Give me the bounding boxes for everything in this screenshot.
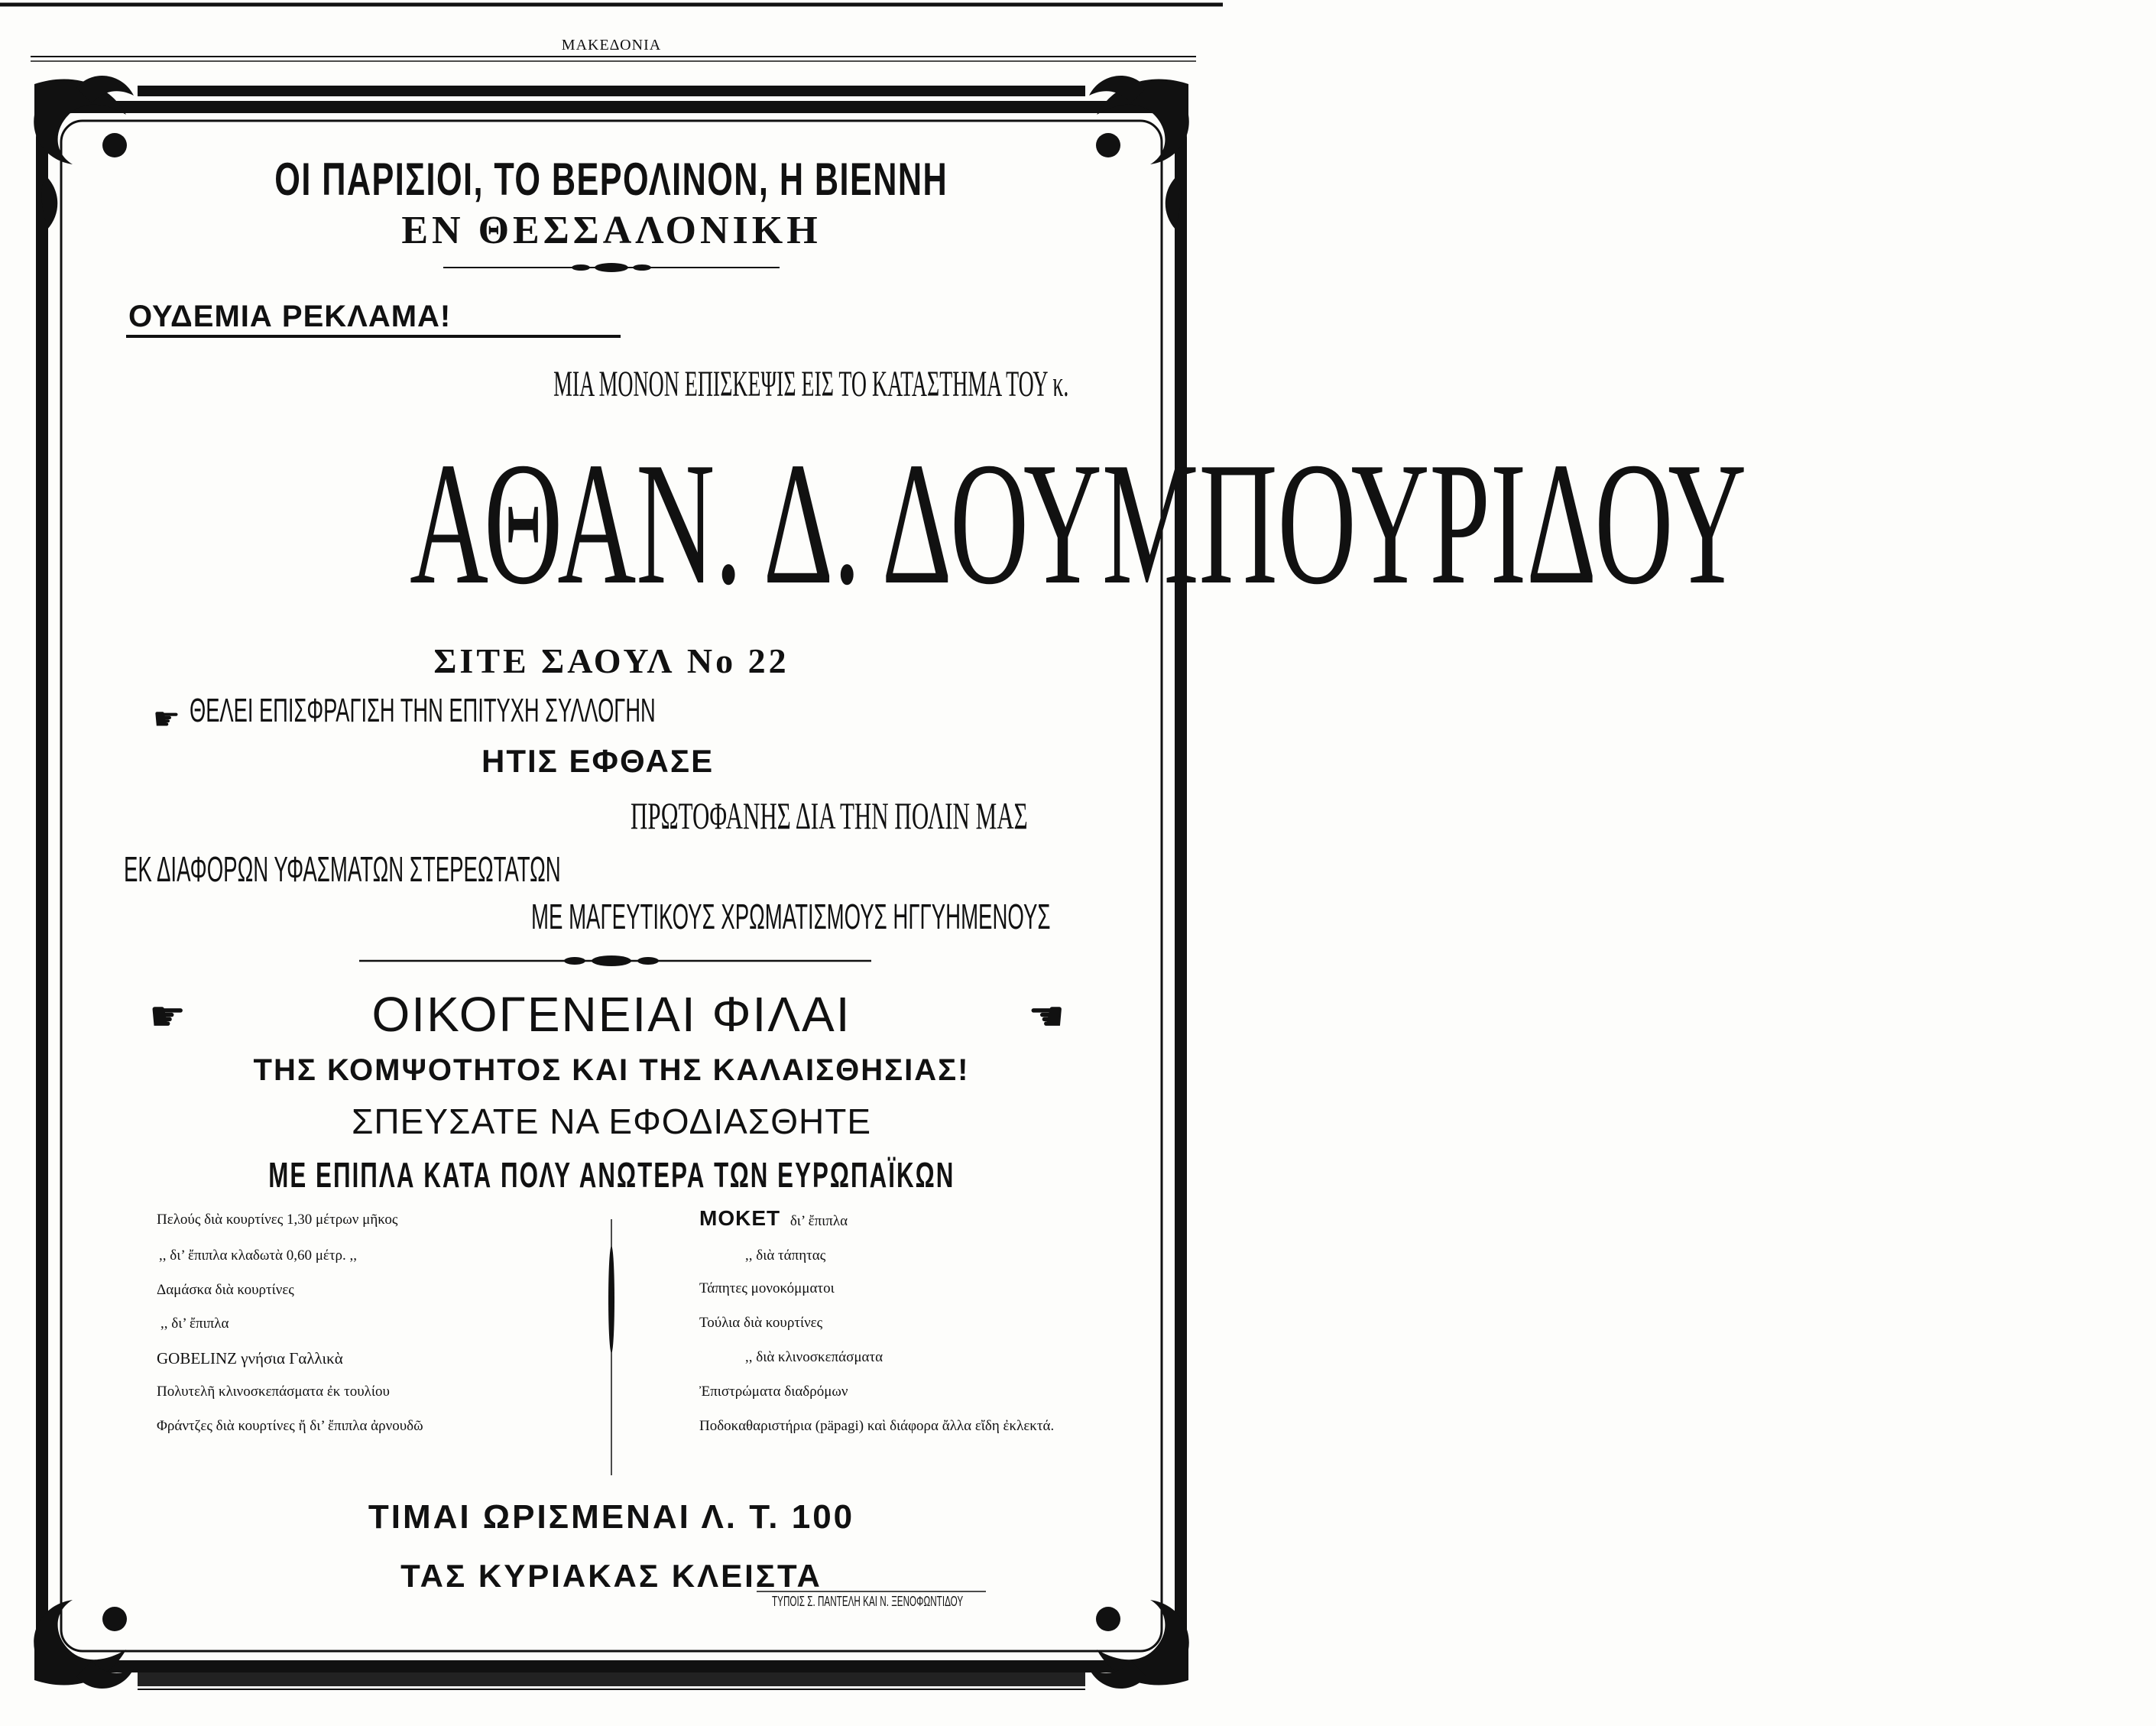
corner-ornament-br <box>1089 1600 1189 1689</box>
families-text: ΟΙΚΟΓΕΝΕΙΑΙ ΦΙΛΑΙ <box>371 987 851 1042</box>
list-item: GOBELINZ γνήσια Γαλλικὰ <box>157 1349 343 1367</box>
column-divider <box>608 1219 614 1475</box>
list-item: Φράντζες διὰ κουρτίνες ἤ δι’ ἔπιπλα ἀρνουδῶ <box>157 1418 423 1434</box>
visit-line <box>367 363 1069 405</box>
line2 <box>481 743 714 780</box>
sundays <box>0 1558 1223 1595</box>
subheadline <box>0 208 1223 253</box>
no-ad-text: ΟΥΔΕΜΙΑ ΡΕΚΛΑΜΑ! <box>128 300 452 333</box>
corner-ornament-bl <box>34 1600 134 1689</box>
list-item: ,, δι’ ἔπιπλα <box>160 1316 229 1332</box>
list-item: ,, διὰ τάπητας <box>745 1247 826 1264</box>
sundays-text: ΤΑΣ ΚΥΡΙΑΚΑΣ ΚΛΕΙΣΤΑ <box>400 1558 822 1594</box>
list-item: Τούλια διὰ κουρτίνες <box>699 1315 823 1331</box>
masthead-title: ΜΑΚΕΔΟΝΙΑ <box>561 37 662 54</box>
list-item: Πολυτελῆ κλινοσκεπάσματα ἐκ τουλίου <box>157 1384 390 1400</box>
line5-text: ΜΕ ΜΑΓΕΥΤΙΚΟΥΣ ΧΡΩΜΑΤΙΣΜΟΥΣ ΗΓΓΥΗΜΕΝΟΥΣ <box>531 897 1051 936</box>
list-item: Πελούς διὰ κουρτίνες 1,30 μέτρων μῆκος <box>157 1212 398 1228</box>
pointing-hand-left-icon: ☚ <box>1028 994 1065 1040</box>
merchant-name-text: ΑΘΑΝ. Δ. ΔΟΥΜΠΟΥΡΙΔΟΥ <box>410 426 1747 621</box>
hurry <box>0 1101 1223 1142</box>
merchant-name <box>0 424 1747 623</box>
list-item: ,, διὰ κλινοσκεπάσματα <box>745 1349 883 1365</box>
hurry-text: ΣΠΕΥΣΑΤΕ ΝΑ ΕΦΟΔΙΑΣΘΗΤΕ <box>351 1101 872 1141</box>
list-item: ,, δι’ ἔπιπλα κλαδωτὰ 0,60 μέτρ. ,, <box>159 1247 357 1264</box>
divider-ornament-1 <box>443 263 780 272</box>
furniture-text: ΜΕ ΕΠΙΠΛΑ ΚΑΤΑ ΠΟΛΥ ΑΝΩΤΕΡΑ ΤΩΝ ΕΥΡΩΠΑΪΚΩΝ <box>267 1155 955 1195</box>
divider-ornament-2 <box>359 955 871 966</box>
no-ad <box>128 300 451 334</box>
subheadline-text: ΕΝ ΘΕΣΣΑΛΟΝΙΚΗ <box>401 209 822 252</box>
list-item: Ποδοκαθαριστήρια (päpagi) καὶ διάφορα ἄλλα εἴδη ἐκλεκτά. <box>699 1418 1055 1434</box>
headline-text: ΟΙ ΠΑΡΙΣΙΟΙ, ΤΟ ΒΕΡΟΛΙΝΟΝ, Η ΒΙΕΝΝΗ <box>274 154 948 205</box>
printer-text: ΤΥΠΟΙΣ Σ. ΠΑΝΤΕΛΗ ΚΑΙ Ν. ΞΕΝΟΦΩΝΤΙΔΟΥ <box>772 1594 964 1609</box>
families-line <box>0 986 1223 1043</box>
line1 <box>153 692 941 737</box>
line3 <box>631 793 1271 838</box>
elegance-text: ΤΗΣ ΚΟΜΨΟΤΗΤΟΣ ΚΑΙ ΤΗΣ ΚΑΛΑΙΣΘΗΣΙΑΣ! <box>253 1053 970 1087</box>
address <box>0 641 1223 681</box>
list-item-heading <box>699 1206 848 1231</box>
list-item: Ἐπιστρώματα διαδρόμων <box>699 1384 848 1400</box>
visit-text: ΜΙΑ ΜΟΝΟΝ ΕΠΙΣΚΕΨΙΣ ΕΙΣ ΤΟ ΚΑΤΑΣΤΗΜΑ ΤΟΥ κ. <box>553 364 1069 404</box>
line5 <box>531 896 1396 937</box>
pointing-hand-right-icon: ☛ <box>149 994 186 1040</box>
line4-text: ΕΚ ΔΙΑΦΟΡΩΝ ΥΦΑΣΜΑΤΩΝ ΣΤΕΡΕΩΤΑΤΩΝ <box>124 849 561 889</box>
elegance <box>0 1053 1223 1088</box>
address-text: ΣΙΤΕ ΣΑΟΥΛ Νο 22 <box>433 641 789 680</box>
prices-text: ΤΙΜΑΙ ΩΡΙΣΜΕΝΑΙ Λ. Τ. 100 <box>368 1498 855 1536</box>
line2-text: ΗΤΙΣ ΕΦΘΑΣΕ <box>481 743 715 779</box>
line3-text: ΠΡΩΤΟΦΑΝΗΣ ΔΙΑ ΤΗΝ ΠΟΛΙΝ ΜΑΣ <box>631 794 1028 837</box>
headline <box>0 153 1223 206</box>
list-item: Τάπητες μονοκόμματοι <box>699 1280 835 1296</box>
moket-heading: ΜΟΚΕΤ <box>699 1206 781 1230</box>
prices <box>0 1498 1223 1536</box>
line4 <box>124 848 852 890</box>
furniture <box>0 1154 1223 1196</box>
list-item: Δαμάσκα διὰ κουρτίνες <box>157 1282 294 1298</box>
moket-suffix: δι’ ἔπιπλα <box>789 1213 848 1229</box>
pointing-hand-icon: ☛ <box>153 701 180 736</box>
line1-text: ΘΕΛΕΙ ΕΠΙΣΦΡΑΓΙΣΗ ΤΗΝ ΕΠΙΤΥΧΗ ΣΥΛΛΟΓΗΝ <box>189 692 656 729</box>
printer-credit <box>772 1594 1066 1610</box>
